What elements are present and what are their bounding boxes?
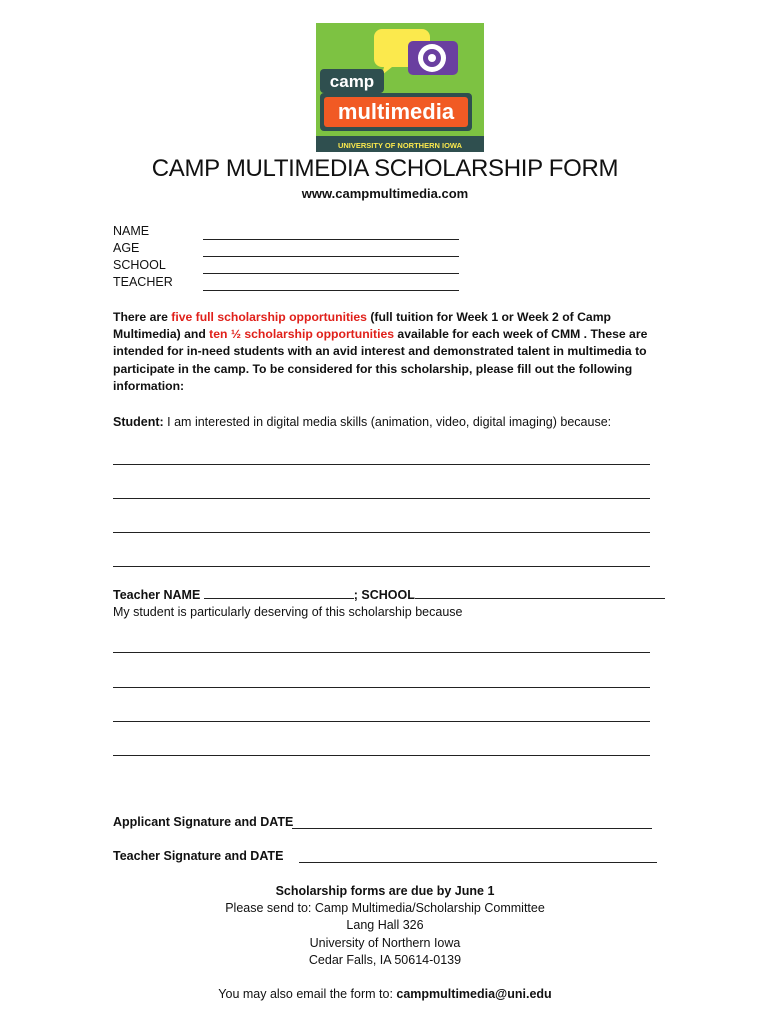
logo-camp-text: camp bbox=[329, 72, 375, 91]
teacher-prompt: My student is particularly deserving of this scholarship because bbox=[113, 605, 463, 619]
teacher-name-label: Teacher NAME bbox=[113, 588, 204, 602]
email-prefix: You may also email the form to: bbox=[218, 987, 397, 1001]
logo-university-text: UNIVERSITY OF NORTHERN IOWA bbox=[337, 141, 463, 150]
teacher-name-field[interactable] bbox=[204, 588, 354, 599]
email-link[interactable]: campmultimedia@uni.edu bbox=[396, 987, 552, 1001]
teacher-row bbox=[113, 588, 665, 602]
name-label: NAME bbox=[113, 224, 150, 238]
school-label: SCHOOL bbox=[113, 258, 166, 272]
send-to-line: Please send to: Camp Multimedia/Scholarship Committee bbox=[225, 901, 545, 915]
due-date-notice: Scholarship forms are due by June 1 bbox=[275, 884, 495, 898]
full-scholarship-highlight: five full scholarship opportunities bbox=[171, 310, 367, 324]
intro-paragraph bbox=[113, 309, 658, 395]
website-link[interactable]: www.campmultimedia.com bbox=[301, 186, 469, 201]
student-prompt-text: I am interested in digital media skills (animation, video, digital imaging) because: bbox=[163, 415, 612, 429]
student-label: Student: bbox=[113, 415, 164, 429]
student-answer-line-1[interactable] bbox=[113, 464, 650, 465]
applicant-signature-label: Applicant Signature and DATE bbox=[113, 815, 294, 829]
form-title: CAMP MULTIMEDIA SCHOLARSHIP FORM bbox=[151, 155, 619, 182]
half-scholarship-highlight: ten ½ scholarship opportunities bbox=[209, 327, 395, 342]
student-answer-line-3[interactable] bbox=[113, 532, 650, 533]
address-line-3: Cedar Falls, IA 50614-0139 bbox=[308, 953, 462, 967]
teacher-answer-line-2[interactable] bbox=[113, 687, 650, 688]
school-field[interactable] bbox=[203, 273, 459, 274]
teacher-answer-line-3[interactable] bbox=[113, 721, 650, 722]
student-answer-line-4[interactable] bbox=[113, 566, 650, 567]
student-prompt bbox=[113, 415, 611, 429]
name-field[interactable] bbox=[203, 239, 459, 240]
age-field[interactable] bbox=[203, 256, 459, 257]
email-line bbox=[0, 987, 770, 1001]
intro-text-2: (full tuition for Week 1 or Week 2 of Camp Multimedia) and bbox=[113, 310, 611, 342]
teacher-signature-line[interactable] bbox=[299, 862, 657, 863]
student-answer-line-2[interactable] bbox=[113, 498, 650, 499]
address-line-2: University of Northern Iowa bbox=[309, 936, 461, 950]
teacher-field[interactable] bbox=[203, 290, 459, 291]
logo-multimedia-text: multimedia bbox=[337, 99, 455, 124]
intro-text-3: available for each week of CMM . These are intended for in-need students with an avid interest and demonstrated talent in multimedia to participate in the camp. To be considered for this scholarship, please fill out the following information: bbox=[113, 327, 648, 393]
teacher-school-field[interactable] bbox=[415, 588, 665, 599]
intro-text-1: There are bbox=[113, 310, 172, 324]
teacher-signature-label: Teacher Signature and DATE bbox=[113, 849, 284, 863]
applicant-signature-line[interactable] bbox=[292, 828, 652, 829]
camp-multimedia-logo bbox=[316, 23, 484, 152]
teacher-school-label: ; SCHOOL bbox=[353, 588, 415, 602]
teacher-answer-line-4[interactable] bbox=[113, 755, 650, 756]
teacher-answer-line-1[interactable] bbox=[113, 652, 650, 653]
address-line-1: Lang Hall 326 bbox=[346, 918, 424, 932]
age-label: AGE bbox=[113, 241, 140, 255]
teacher-label: TEACHER bbox=[113, 275, 173, 289]
